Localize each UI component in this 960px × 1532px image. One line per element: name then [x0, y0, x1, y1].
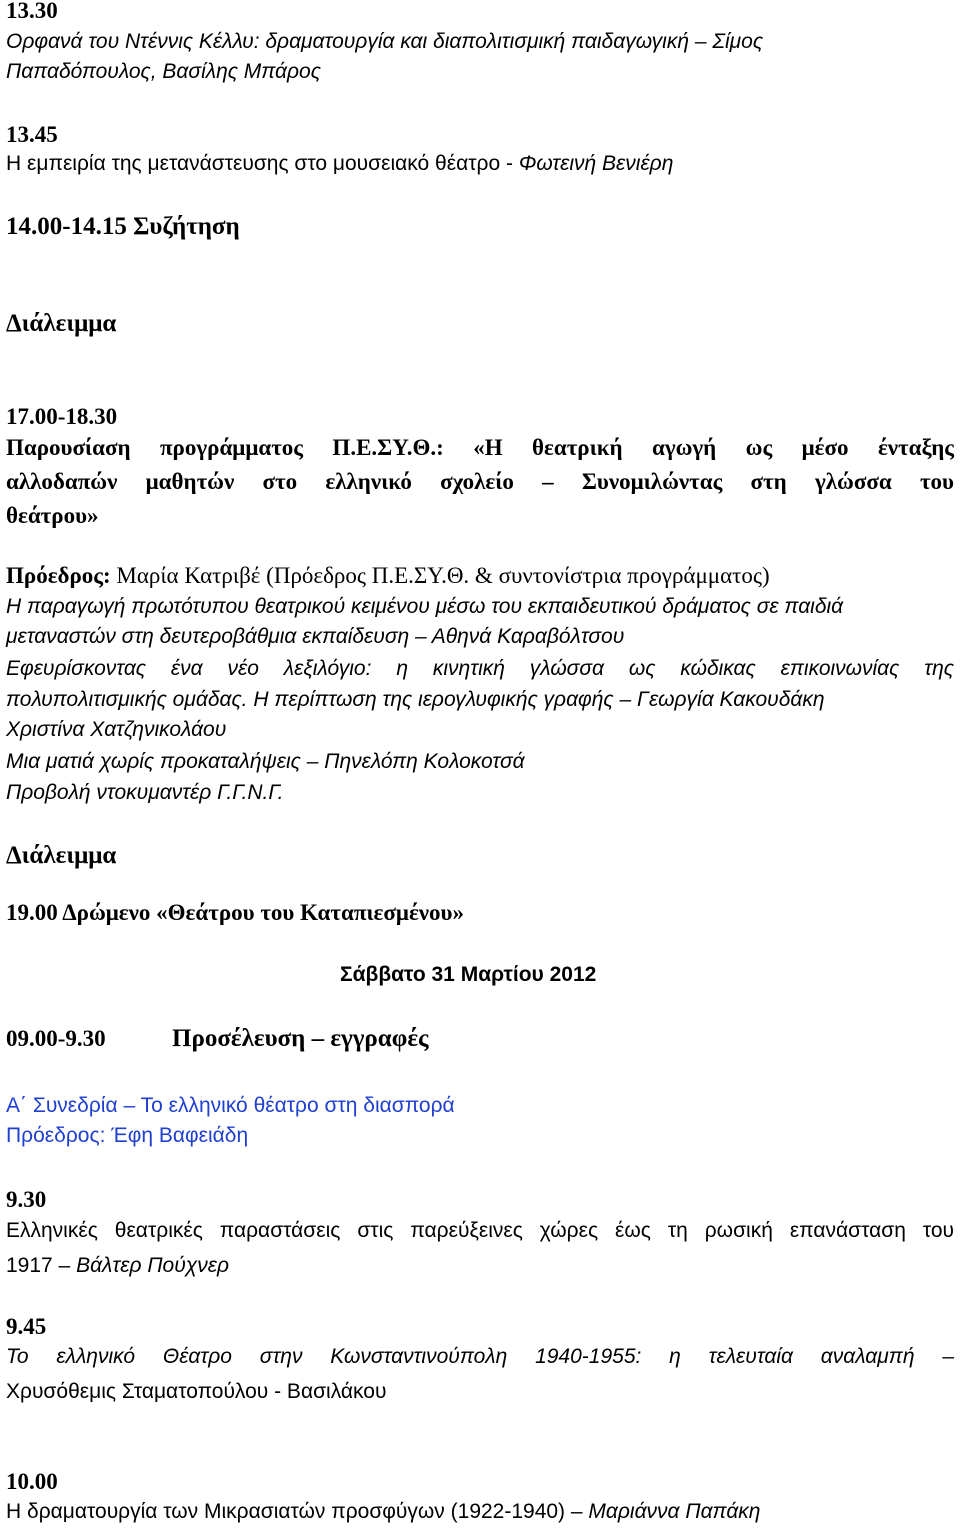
talk-1345-author: Φωτεινή Βενιέρη [518, 152, 674, 175]
session-chair: Πρόεδρος: Έφη Βαφειάδη [6, 1124, 249, 1147]
chair-text: Μαρία Κατριβέ (Πρόεδρος Π.Ε.ΣΥ.Θ. & συντονίστρια προγράμματος) [110, 563, 770, 588]
presentation-line2: αλλοδαπών μαθητών στο ελληνικό σχολείο – Συνομιλώντας στη γλώσσα του [6, 469, 954, 494]
registration-label: Προσέλευση – εγγραφές [172, 1025, 429, 1052]
talk-1000-author: Μαριάννα Παπάκη [588, 1500, 761, 1523]
presentation-line1: Παρουσίαση προγράμματος Π.Ε.ΣΥ.Θ.: «Η θεατρική αγωγή ως μέσο ένταξης [6, 435, 954, 460]
time-1000: 10.00 [6, 1469, 58, 1494]
talk-1330-line1 [6, 30, 954, 54]
talk-d: Προβολή ντοκυμαντέρ Γ.Γ.Ν.Γ. [6, 781, 284, 804]
time-1700: 17.00-18.30 [6, 404, 118, 429]
talk-1330-author-part1: Σίμος [712, 30, 764, 53]
evening-event: 19.00 Δρώμενο «Θεάτρου του Καταπιεσμένου» [6, 900, 464, 925]
talk-c: Μια ματιά χωρίς προκαταλήψεις – Πηνελόπη Κολοκοτσά [6, 750, 525, 773]
talk-1000-title: Η δραματουργία των Μικρασιατών προσφύγων (1922-1940) – [6, 1500, 589, 1523]
talk-b-line2: πολυπολιτισμικής ομάδας. Η περίπτωση της ιερογλυφικής γραφής – Γεωργία Κακουδάκη [6, 688, 825, 711]
time-1345: 13.45 [6, 122, 58, 147]
talk-1330-title: Ορφανά του Ντέννις Κέλλυ: δραματουργία και διαπολιτισμική παιδαγωγική [6, 30, 690, 53]
talk-0930-line1: Ελληνικές θεατρικές παραστάσεις στις παρεύξεινες χώρες έως τη ρωσική επανάσταση του [6, 1219, 954, 1242]
presentation-line3: θεάτρου» [6, 503, 99, 528]
time-1330: 13.30 [6, 0, 58, 23]
talk-1345 [6, 152, 954, 176]
registration-time: 09.00-9.30 [6, 1026, 106, 1051]
chair-label: Πρόεδρος: [6, 563, 111, 588]
talk-1345-title: Η εμπειρία της μετανάστευσης στο μουσειακό θέατρο - [6, 152, 519, 175]
talk-b-line3: Χριστίνα Χατζηνικολάου [6, 718, 227, 741]
break-heading-2: Διάλειμμα [6, 842, 117, 869]
session-title: Α΄ Συνεδρία – Το ελληνικό θέατρο στη διασπορά [6, 1094, 455, 1117]
saturday-date: Σάββατο 31 Μαρτίου 2012 [340, 963, 597, 986]
talk-1330-line2: Παπαδόπουλος, Βασίλης Μπάρος [6, 60, 321, 83]
talk-0930-year: 1917 – [6, 1254, 77, 1277]
discussion-heading: 14.00-14.15 Συζήτηση [6, 213, 240, 240]
talk-0930-line2 [6, 1254, 954, 1278]
talk-0930-author: Βάλτερ Πούχνερ [76, 1254, 230, 1277]
break-heading-1: Διάλειμμα [6, 310, 117, 337]
talk-1000 [6, 1500, 954, 1524]
talk-a-line2: μεταναστών στη δευτεροβάθμια εκπαίδευση – Αθηνά Καραβόλτσου [6, 625, 625, 648]
talk-a-line1: Η παραγωγή πρωτότυπου θεατρικού κειμένου μέσω του εκπαιδευτικού δράματος σε παιδιά [6, 595, 844, 618]
dash: – [689, 30, 713, 53]
talk-0945-line2: Χρυσόθεμις Σταματοπούλου - Βασιλάκου [6, 1380, 387, 1403]
chair-line [6, 563, 954, 589]
time-0945: 9.45 [6, 1314, 47, 1339]
time-0930: 9.30 [6, 1187, 47, 1212]
talk-b-line1: Εφευρίσκοντας ένα νέο λεξιλόγιο: η κινητική γλώσσα ως κώδικας επικοινωνίας της [6, 657, 954, 680]
talk-0945-line1: Το ελληνικό Θέατρο στην Κωνσταντινούπολη 1940-1955: η τελευταία αναλαμπή – [6, 1345, 954, 1368]
